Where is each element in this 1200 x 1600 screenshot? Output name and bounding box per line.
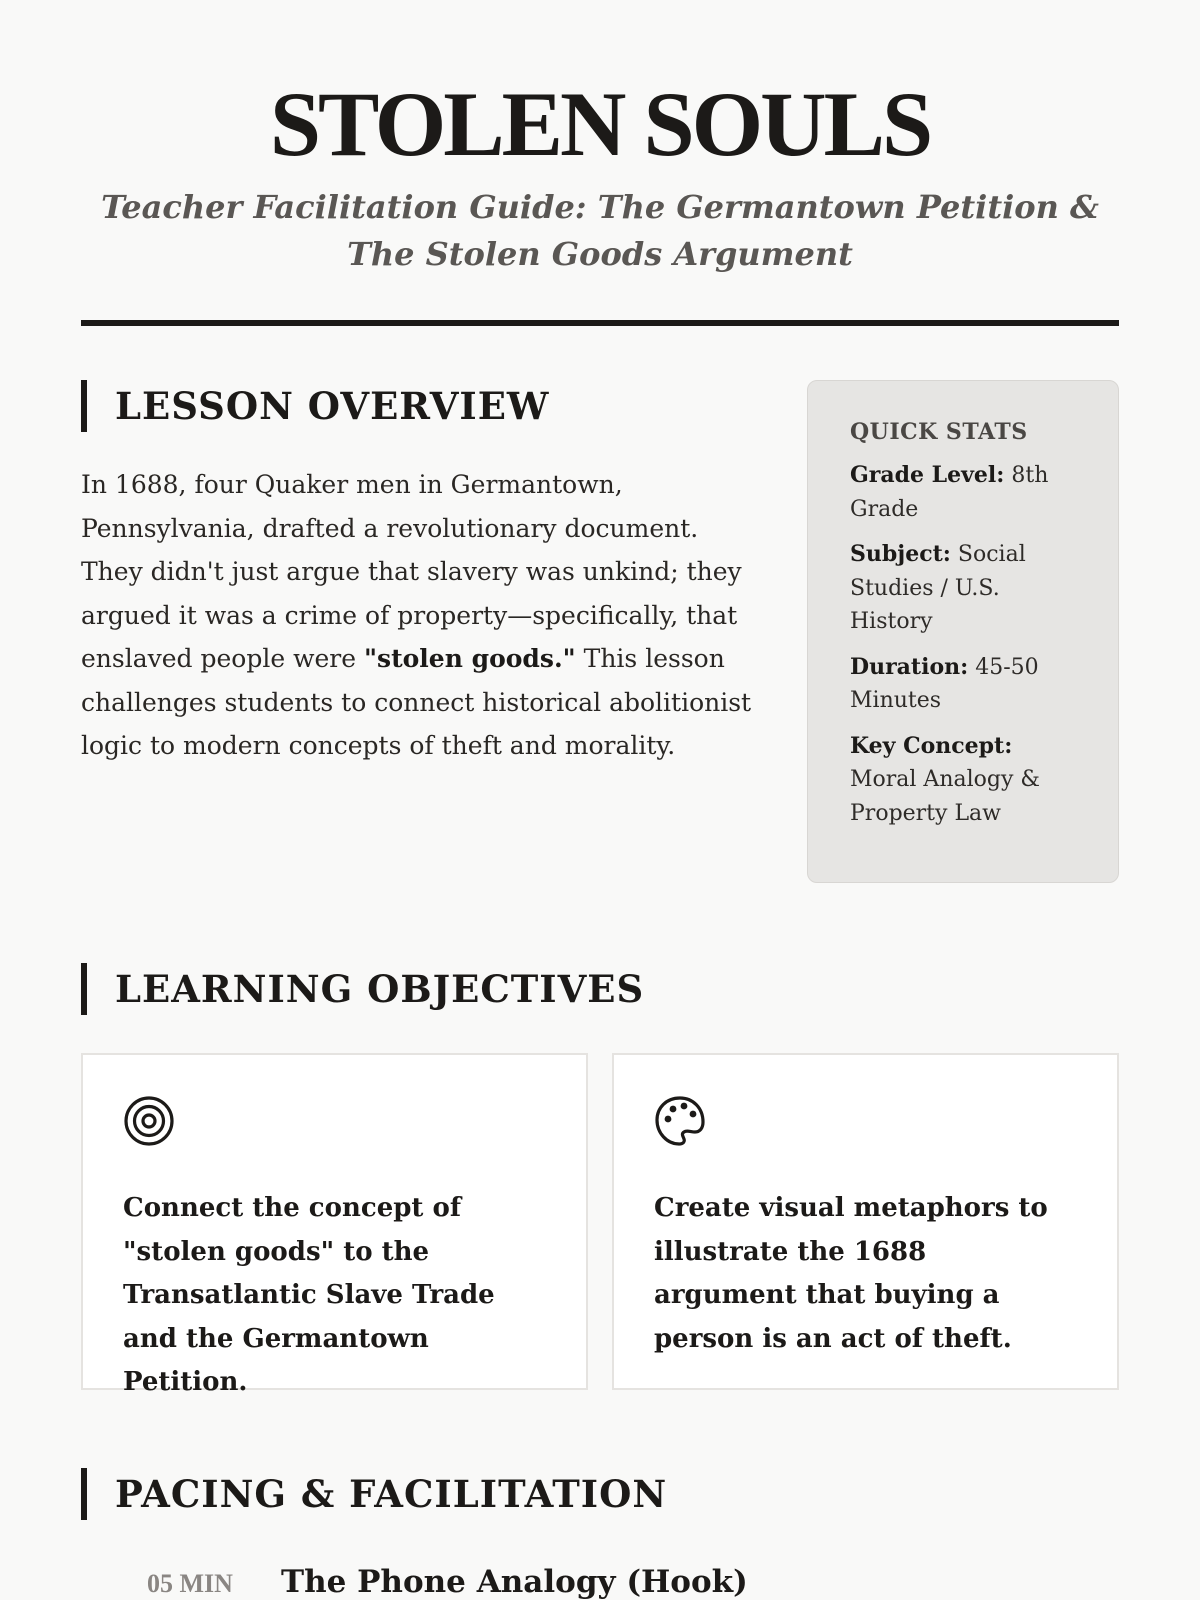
page-title: STOLEN SOULS: [269, 73, 931, 175]
pacing-item: [81, 1564, 1119, 1600]
stat-value: 8th Grade: [850, 463, 1049, 522]
overview-paragraph: [81, 463, 753, 768]
stat-label: Subject:: [850, 541, 951, 567]
target-icon: [123, 1095, 175, 1147]
page-subtitle: Teacher Facilitation Guide: The Germantown Petition & The Stolen Goods Argument: [101, 188, 1099, 273]
objective-card: [81, 1053, 588, 1397]
stat-subject: [850, 538, 1078, 639]
lesson-overview-section: [81, 380, 1119, 883]
pacing-time: 05 MIN: [147, 1569, 233, 1598]
overview-text-end: This lesson challenges students to connect historical abolitionist logic to modern concepts of theft and morality.: [81, 644, 752, 760]
quick-stats-card: [807, 380, 1119, 883]
pacing-title: The Phone Analogy (Hook): [281, 1564, 748, 1600]
section-heading-objectives: LEARNING OBJECTIVES: [81, 963, 1119, 1015]
stat-label: Key Concept:: [850, 732, 1013, 759]
overview-main: [81, 380, 753, 883]
objective-grid: [81, 1053, 1119, 1397]
palette-icon: [654, 1095, 706, 1147]
section-heading-overview: LESSON OVERVIEW: [81, 380, 753, 432]
objective-card: [612, 1053, 1119, 1390]
pacing-section: [81, 1468, 1119, 1600]
learning-objectives-section: [81, 963, 1119, 1397]
stat-key-concept: [850, 730, 1078, 831]
document-header: [81, 0, 1119, 326]
quick-stats-title: QUICK STATS: [850, 419, 1028, 445]
objective-text: Create visual metaphors to illustrate the 1688 argument that buying a person is an act of theft.: [654, 1193, 1048, 1354]
overview-text-start: In 1688, four Quaker men in Germantown, Pennsylvania, drafted a revolutionary document. They didn't just argue that slavery was unkind; they argued it was a crime of property—specifically, that enslaved people were: [81, 470, 742, 673]
stat-grade-level: [850, 459, 1078, 526]
overview-emphasis: "stolen goods.": [363, 644, 576, 673]
stat-value: Moral Analogy & Property Law: [850, 767, 1040, 826]
section-heading-pacing: PACING & FACILITATION: [81, 1468, 1119, 1520]
stat-value: 45-50 Minutes: [850, 654, 1039, 713]
objective-text: Connect the concept of "stolen goods" to the Transatlantic Slave Trade and the Germantown Petition.: [123, 1193, 495, 1397]
stat-label: Grade Level:: [850, 462, 1005, 488]
header-divider: [81, 320, 1119, 326]
stat-label: Duration:: [850, 653, 969, 680]
stat-value: Social Studies / U.S. History: [850, 542, 1026, 634]
stat-duration: [850, 651, 1078, 718]
